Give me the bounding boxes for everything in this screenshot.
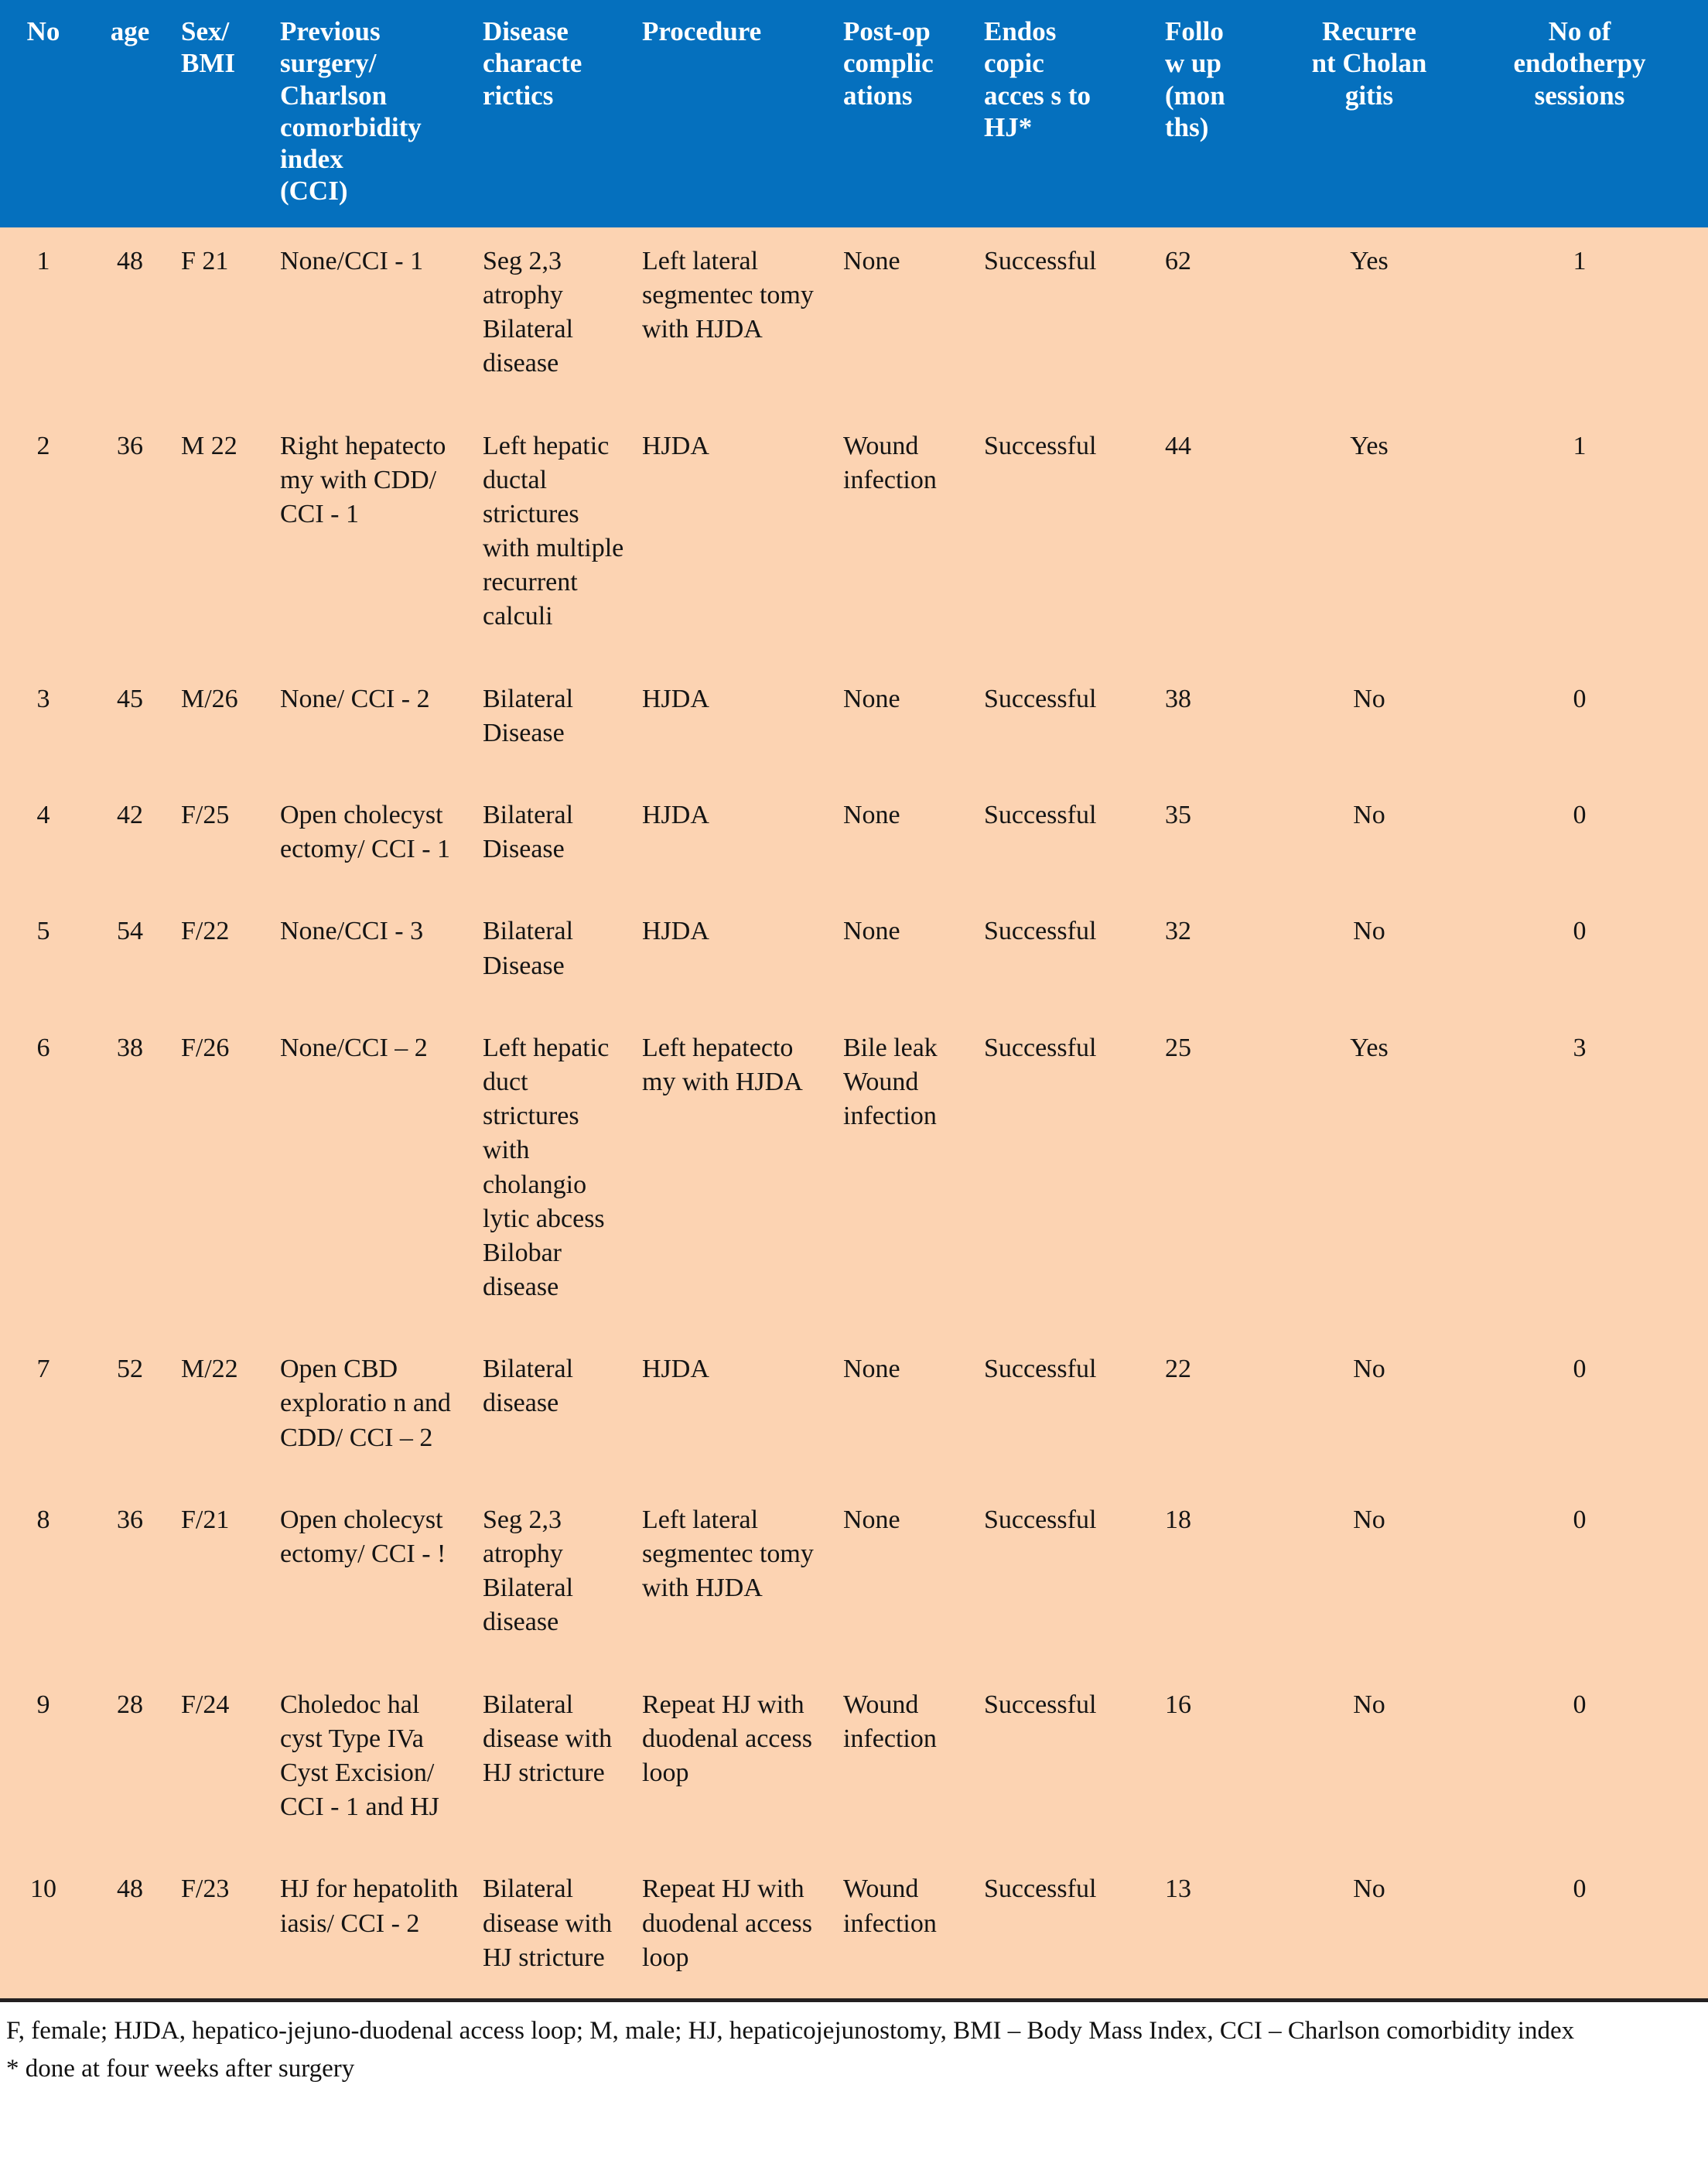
cell-sessions: 0 — [1451, 1486, 1708, 1671]
table-row — [0, 781, 1708, 897]
table-header-row — [0, 0, 1708, 227]
column-header-disease-line3: rictics — [483, 80, 554, 111]
column-header-sex-bmi-line1: Sex/ — [181, 16, 230, 46]
cell-sessions: 1 — [1451, 412, 1708, 665]
column-header-follow-up-line1: Follo — [1165, 16, 1224, 46]
cell-followup: 32 — [1157, 897, 1287, 1013]
cell-followup: 38 — [1157, 665, 1287, 781]
cell-disease: Left hepatic duct strictures with cholangio lytic abcess Bilobar disease — [475, 1014, 634, 1336]
column-header-sessions-line2: endotherpy — [1513, 48, 1646, 79]
cell-followup: 18 — [1157, 1486, 1287, 1671]
cell-followup: 22 — [1157, 1335, 1287, 1486]
cell-no: 3 — [0, 665, 87, 781]
table-row — [0, 1855, 1708, 2000]
cell-prev_surgery: None/CCI – 2 — [272, 1014, 475, 1336]
cell-no: 5 — [0, 897, 87, 1013]
cell-sex_bmi: F/26 — [173, 1014, 272, 1336]
cell-sex_bmi: F/22 — [173, 897, 272, 1013]
column-header-previous-surgery-line2: surgery/ — [280, 48, 377, 79]
cell-prev_surgery: Right hepatecto my with CDD/ CCI - 1 — [272, 412, 475, 665]
cell-endoscopic: Successful — [976, 1855, 1157, 2000]
cell-sex_bmi: F/25 — [173, 781, 272, 897]
column-header-recurrent-line1: Recurre — [1322, 16, 1416, 46]
table-footnotes — [0, 2002, 1708, 2101]
cell-age: 42 — [87, 781, 173, 897]
cell-recurrent: Yes — [1287, 1014, 1451, 1336]
footnote-asterisk: * done at four weeks after surgery — [6, 2054, 355, 2083]
cell-postop: None — [835, 1335, 976, 1486]
cell-age: 45 — [87, 665, 173, 781]
footnote-abbreviations: F, female; HJDA, hepatico-jejuno-duodenal access loop; M, male; HJ, hepaticojejunostomy, BMI – Body Mass Index, CCI – Charlson comorbidity index — [6, 2016, 1575, 2045]
cell-age: 48 — [87, 1855, 173, 2000]
cell-sessions: 0 — [1451, 781, 1708, 897]
table-row — [0, 1335, 1708, 1486]
column-header-age-label: age — [110, 16, 150, 46]
table-row — [0, 227, 1708, 412]
column-header-no — [0, 0, 87, 227]
cell-endoscopic: Successful — [976, 781, 1157, 897]
cell-sex_bmi: F/23 — [173, 1855, 272, 2000]
cell-no: 10 — [0, 1855, 87, 2000]
table-row — [0, 897, 1708, 1013]
cell-recurrent: No — [1287, 1486, 1451, 1671]
column-header-follow-up-line3: (mon — [1165, 80, 1225, 111]
cell-age: 48 — [87, 227, 173, 412]
column-header-postop-line1: Post-op — [843, 16, 931, 46]
cell-followup: 13 — [1157, 1855, 1287, 2000]
cell-postop: Wound infection — [835, 1671, 976, 1856]
cell-followup: 35 — [1157, 781, 1287, 897]
cell-followup: 44 — [1157, 412, 1287, 665]
table-row — [0, 1671, 1708, 1856]
column-header-endoscopic-line1: Endos — [984, 16, 1057, 46]
column-header-previous-surgery — [272, 0, 475, 227]
cell-postop: None — [835, 781, 976, 897]
column-header-previous-surgery-line6: (CCI) — [280, 176, 348, 207]
cell-sex_bmi: M 22 — [173, 412, 272, 665]
cell-postop: Bile leak Wound infection — [835, 1014, 976, 1336]
table-row — [0, 412, 1708, 665]
cell-endoscopic: Successful — [976, 897, 1157, 1013]
cell-procedure: HJDA — [634, 1335, 835, 1486]
column-header-follow-up — [1157, 0, 1287, 227]
cell-postop: None — [835, 897, 976, 1013]
cell-age: 38 — [87, 1014, 173, 1336]
column-header-endotherapy-sessions — [1451, 0, 1708, 227]
cell-procedure: Repeat HJ with duodenal access loop — [634, 1855, 835, 2000]
cell-postop: None — [835, 665, 976, 781]
cell-procedure: HJDA — [634, 897, 835, 1013]
cell-procedure: Repeat HJ with duodenal access loop — [634, 1671, 835, 1856]
column-header-recurrent-line2: nt Cholan — [1311, 48, 1427, 79]
cell-followup: 25 — [1157, 1014, 1287, 1336]
cell-procedure: HJDA — [634, 781, 835, 897]
column-header-previous-surgery-line3: Charlson — [280, 80, 388, 111]
column-header-endoscopic-line3: acces s to — [984, 80, 1091, 111]
cell-sessions: 0 — [1451, 1855, 1708, 2000]
cell-sex_bmi: F/21 — [173, 1486, 272, 1671]
cell-disease: Bilateral Disease — [475, 897, 634, 1013]
cell-sex_bmi: M/26 — [173, 665, 272, 781]
cell-disease: Seg 2,3 atrophy Bilateral disease — [475, 227, 634, 412]
cell-sex_bmi: F 21 — [173, 227, 272, 412]
cell-recurrent: No — [1287, 1335, 1451, 1486]
cell-prev_surgery: Open cholecyst ectomy/ CCI - 1 — [272, 781, 475, 897]
cell-postop: Wound infection — [835, 1855, 976, 2000]
column-header-previous-surgery-line1: Previous — [280, 16, 381, 46]
cell-no: 2 — [0, 412, 87, 665]
column-header-sessions-line3: sessions — [1534, 80, 1625, 111]
cell-procedure: HJDA — [634, 412, 835, 665]
cell-prev_surgery: Open cholecyst ectomy/ CCI - ! — [272, 1486, 475, 1671]
table-body — [0, 227, 1708, 2001]
cell-no: 6 — [0, 1014, 87, 1336]
cell-disease: Left hepatic ductal strictures with multiple recurrent calculi — [475, 412, 634, 665]
cell-recurrent: Yes — [1287, 227, 1451, 412]
cell-endoscopic: Successful — [976, 1014, 1157, 1336]
cell-endoscopic: Successful — [976, 1335, 1157, 1486]
column-header-follow-up-line4: ths) — [1165, 111, 1209, 142]
cell-disease: Bilateral Disease — [475, 781, 634, 897]
cell-prev_surgery: None/CCI - 1 — [272, 227, 475, 412]
table-row — [0, 1014, 1708, 1336]
cell-age: 54 — [87, 897, 173, 1013]
table-row — [0, 665, 1708, 781]
column-header-sex-bmi-line2: BMI — [181, 48, 235, 79]
cell-endoscopic: Successful — [976, 665, 1157, 781]
table-row — [0, 1486, 1708, 1671]
cell-procedure: Left lateral segmentec tomy with HJDA — [634, 227, 835, 412]
cell-disease: Bilateral disease with HJ stricture — [475, 1855, 634, 2000]
column-header-disease-characteristics — [475, 0, 634, 227]
cell-followup: 16 — [1157, 1671, 1287, 1856]
cell-age: 52 — [87, 1335, 173, 1486]
cell-no: 7 — [0, 1335, 87, 1486]
column-header-recurrent-line3: gitis — [1344, 80, 1394, 111]
table-header — [0, 0, 1708, 227]
cell-recurrent: No — [1287, 665, 1451, 781]
column-header-procedure-label: Procedure — [642, 16, 762, 46]
cell-no: 9 — [0, 1671, 87, 1856]
column-header-endoscopic-line2: copic — [984, 48, 1044, 79]
cell-sessions: 1 — [1451, 227, 1708, 412]
cell-disease: Bilateral Disease — [475, 665, 634, 781]
cell-sessions: 0 — [1451, 665, 1708, 781]
cell-no: 4 — [0, 781, 87, 897]
cell-age: 36 — [87, 1486, 173, 1671]
column-header-no-label: No — [26, 16, 60, 46]
cell-disease: Bilateral disease with HJ stricture — [475, 1671, 634, 1856]
cell-recurrent: No — [1287, 1671, 1451, 1856]
column-header-previous-surgery-line4: comorbidity — [280, 111, 422, 142]
cell-no: 1 — [0, 227, 87, 412]
cell-procedure: Left lateral segmentec tomy with HJDA — [634, 1486, 835, 1671]
cell-followup: 62 — [1157, 227, 1287, 412]
cell-prev_surgery: None/ CCI - 2 — [272, 665, 475, 781]
cell-prev_surgery: Open CBD exploratio n and CDD/ CCI – 2 — [272, 1335, 475, 1486]
column-header-follow-up-line2: w up — [1165, 48, 1221, 79]
column-header-disease-line2: characte — [483, 48, 582, 79]
cell-postop: None — [835, 1486, 976, 1671]
cell-endoscopic: Successful — [976, 412, 1157, 665]
cell-sex_bmi: F/24 — [173, 1671, 272, 1856]
cell-age: 28 — [87, 1671, 173, 1856]
column-header-disease-line1: Disease — [483, 16, 569, 46]
cell-recurrent: No — [1287, 781, 1451, 897]
cell-recurrent: No — [1287, 1855, 1451, 2000]
cell-prev_surgery: Choledoc hal cyst Type IVa Cyst Excision/ CCI - 1 and HJ — [272, 1671, 475, 1856]
cell-endoscopic: Successful — [976, 227, 1157, 412]
cell-recurrent: No — [1287, 897, 1451, 1013]
column-header-postop-line3: ations — [843, 80, 913, 111]
column-header-recurrent-cholangitis — [1287, 0, 1451, 227]
cell-recurrent: Yes — [1287, 412, 1451, 665]
cell-age: 36 — [87, 412, 173, 665]
cell-no: 8 — [0, 1486, 87, 1671]
cell-postop: None — [835, 227, 976, 412]
column-header-procedure — [634, 0, 835, 227]
cell-endoscopic: Successful — [976, 1671, 1157, 1856]
cell-sessions: 0 — [1451, 897, 1708, 1013]
cell-sessions: 0 — [1451, 1671, 1708, 1856]
cell-sessions: 0 — [1451, 1335, 1708, 1486]
column-header-endoscopic-access — [976, 0, 1157, 227]
cell-prev_surgery: HJ for hepatolith iasis/ CCI - 2 — [272, 1855, 475, 2000]
cell-sex_bmi: M/22 — [173, 1335, 272, 1486]
cell-procedure: Left hepatecto my with HJDA — [634, 1014, 835, 1336]
column-header-previous-surgery-line5: index — [280, 144, 343, 175]
cell-disease: Seg 2,3 atrophy Bilateral disease — [475, 1486, 634, 1671]
column-header-sex-bmi — [173, 0, 272, 227]
cell-endoscopic: Successful — [976, 1486, 1157, 1671]
cell-postop: Wound infection — [835, 412, 976, 665]
cell-prev_surgery: None/CCI - 3 — [272, 897, 475, 1013]
column-header-age — [87, 0, 173, 227]
column-header-endoscopic-line4: HJ* — [984, 111, 1033, 142]
cell-disease: Bilateral disease — [475, 1335, 634, 1486]
cell-sessions: 3 — [1451, 1014, 1708, 1336]
column-header-postop-line2: complic — [843, 48, 934, 79]
cell-procedure: HJDA — [634, 665, 835, 781]
column-header-sessions-line1: No of — [1548, 16, 1611, 46]
column-header-postop-complications — [835, 0, 976, 227]
